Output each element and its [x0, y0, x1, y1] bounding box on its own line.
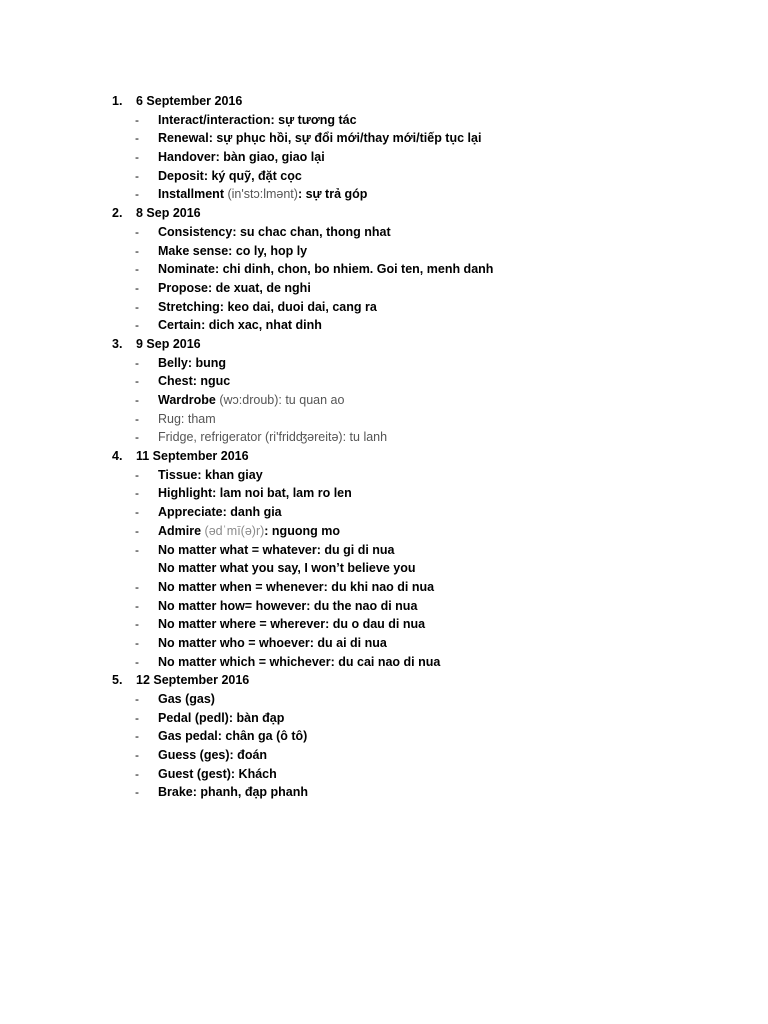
- section-header: [0, 671, 768, 690]
- vocab-term: Admire: [158, 523, 202, 538]
- vocab-entry: [158, 503, 282, 522]
- vocab-entry: [158, 148, 325, 167]
- bullet-dash: -: [135, 150, 139, 165]
- vocab-text: Deposit: ký quỹ, đặt cọc: [158, 168, 302, 183]
- list-item: [0, 111, 768, 130]
- list-item: [0, 559, 768, 578]
- list-item: [0, 634, 768, 653]
- vocab-text: No matter what you say, I won’t believe you: [158, 561, 416, 576]
- list-item: [0, 148, 768, 167]
- vocab-text: No matter who = whoever: du ai di nua: [158, 635, 387, 650]
- section-number: 1.: [112, 94, 123, 108]
- list-item: [0, 185, 768, 204]
- vocab-text: Certain: dich xac, nhat dinh: [158, 318, 322, 333]
- list-item: [0, 428, 768, 447]
- vocab-entry: [158, 783, 308, 802]
- vocab-text: No matter where = wherever: du o dau di nua: [158, 617, 426, 632]
- vocab-text: Appreciate: danh gia: [158, 505, 282, 520]
- vocab-entry: [158, 242, 307, 261]
- section-date-title: 8 Sep 2016: [136, 206, 201, 221]
- list-item: [0, 746, 768, 765]
- section-date-title: 9 Sep 2016: [136, 336, 201, 351]
- vocab-entry: [158, 185, 367, 204]
- list-item: [0, 615, 768, 634]
- vocab-entry: [158, 111, 357, 130]
- vocab-entry: [158, 167, 302, 186]
- vocab-term: Installment: [158, 187, 224, 202]
- vocab-entry: [158, 634, 387, 653]
- vocab-text: Rug: tham: [158, 411, 216, 426]
- bullet-dash: -: [135, 710, 139, 725]
- vocab-entry: [158, 354, 226, 373]
- vocab-entry: [158, 372, 230, 391]
- list-item: [0, 690, 768, 709]
- list-item: [0, 410, 768, 429]
- bullet-dash: -: [135, 467, 139, 482]
- bullet-dash: -: [135, 729, 139, 744]
- vocab-text: Consistency: su chac chan, thong nhat: [158, 224, 391, 239]
- pronunciation: (ədˈmī(ə)r): [201, 523, 265, 538]
- vocab-text: Tissue: khan giay: [158, 467, 263, 482]
- vocab-text: Handover: bàn giao, giao lại: [158, 150, 325, 165]
- bullet-dash: -: [135, 168, 139, 183]
- bullet-dash: -: [135, 393, 139, 407]
- vocab-text: No matter how= however: du the nao di nua: [158, 598, 418, 613]
- list-item: [0, 783, 768, 802]
- list-item: [0, 541, 768, 560]
- vocab-entry: [158, 653, 440, 672]
- list-item: [0, 316, 768, 335]
- vocab-text: Propose: de xuat, de nghi: [158, 280, 311, 295]
- vocab-text: Nominate: chi dinh, chon, bo nhiem. Goi ten, menh danh: [158, 262, 494, 277]
- section-date-title: 12 September 2016: [136, 673, 250, 688]
- vocab-entry: [158, 484, 352, 503]
- bullet-dash: -: [135, 523, 139, 538]
- pronunciation: (wɔ:droub): tu quan ao: [215, 393, 345, 407]
- list-item: [0, 765, 768, 784]
- vocab-text: No matter what = whatever: du gi di nua: [158, 542, 395, 557]
- vocab-entry: [158, 410, 216, 429]
- vocab-entry: [158, 279, 311, 298]
- vocabulary-list: [0, 92, 768, 802]
- bullet-dash: -: [135, 131, 139, 146]
- vocab-entry: [158, 223, 391, 242]
- section-date-title: 6 September 2016: [136, 94, 243, 108]
- vocab-text: No matter which = whichever: du cai nao di nua: [158, 654, 441, 669]
- vocab-term: Wardrobe: [158, 393, 216, 407]
- vocab-text: Belly: bung: [158, 355, 227, 370]
- vocab-entry: [158, 597, 417, 616]
- section-number: 3.: [112, 336, 123, 351]
- bullet-dash: -: [135, 785, 139, 800]
- vocab-entry: [158, 727, 307, 746]
- list-item: [0, 391, 768, 410]
- bullet-dash: -: [135, 486, 139, 501]
- bullet-dash: -: [135, 654, 139, 669]
- vocab-entry: [158, 746, 267, 765]
- bullet-dash: -: [135, 748, 139, 763]
- vocab-text: Chest: nguc: [158, 374, 231, 389]
- bullet-dash: -: [135, 262, 139, 277]
- vocab-meaning: : nguong mo: [264, 523, 340, 538]
- vocab-text: Gas pedal: chân ga (ô tô): [158, 729, 308, 744]
- vocab-text: Gas (gas): [158, 692, 215, 706]
- vocab-entry: [158, 298, 377, 317]
- list-item: [0, 484, 768, 503]
- list-item: [0, 522, 768, 541]
- vocab-entry: [158, 129, 481, 148]
- vocab-text: Make sense: co ly, hop ly: [158, 243, 308, 258]
- bullet-dash: -: [135, 355, 139, 370]
- pronunciation: (in'stɔ:lmənt): [224, 187, 298, 202]
- vocab-entry: [158, 522, 340, 541]
- vocab-entry: [158, 428, 387, 447]
- list-item: [0, 578, 768, 597]
- bullet-dash: -: [135, 318, 139, 333]
- vocab-text: Highlight: lam noi bat, lam ro len: [158, 486, 352, 501]
- bullet-dash: -: [135, 635, 139, 650]
- list-item: [0, 466, 768, 485]
- bullet-dash: -: [135, 374, 139, 389]
- list-item: [0, 709, 768, 728]
- list-item: [0, 260, 768, 279]
- bullet-dash: -: [135, 598, 139, 613]
- bullet-dash: -: [135, 579, 139, 594]
- list-item: [0, 129, 768, 148]
- vocab-entry: [158, 559, 415, 578]
- vocab-text: Guest (gest): Khách: [158, 766, 277, 781]
- section-header: [0, 447, 768, 466]
- vocab-entry: [158, 466, 263, 485]
- vocab-text: Stretching: keo dai, duoi dai, cang ra: [158, 299, 377, 314]
- bullet-dash: -: [135, 692, 139, 706]
- list-item: [0, 653, 768, 672]
- vocab-meaning: : sự trả góp: [297, 187, 368, 202]
- list-item: [0, 727, 768, 746]
- list-item: [0, 503, 768, 522]
- vocab-text: Guess (ges): đoán: [158, 748, 268, 763]
- bullet-dash: -: [135, 766, 139, 781]
- bullet-dash: -: [135, 280, 139, 295]
- vocab-entry: [158, 765, 277, 784]
- section-header: [0, 335, 768, 354]
- vocab-text: Pedal (pedl): bàn đạp: [158, 710, 285, 725]
- bullet-dash: -: [135, 187, 139, 202]
- vocab-entry: [158, 615, 425, 634]
- list-item: [0, 354, 768, 373]
- vocab-entry: [158, 690, 215, 709]
- bullet-dash: -: [135, 224, 139, 239]
- bullet-dash: -: [135, 617, 139, 632]
- vocab-entry: [158, 709, 284, 728]
- section-number: 4.: [112, 449, 123, 464]
- vocab-text: Interact/interaction: sự tương tác: [158, 112, 357, 127]
- bullet-dash: -: [135, 542, 139, 557]
- bullet-dash: -: [135, 299, 139, 314]
- vocab-text: Renewal: sự phục hồi, sự đổi mới/thay mới/tiếp tục lại: [158, 131, 482, 146]
- list-item: [0, 597, 768, 616]
- vocab-entry: [158, 391, 344, 410]
- vocab-text: Brake: phanh, đạp phanh: [158, 785, 309, 800]
- section-number: 2.: [112, 206, 123, 221]
- list-item: [0, 223, 768, 242]
- list-item: [0, 372, 768, 391]
- vocab-entry: [158, 316, 322, 335]
- bullet-dash: -: [135, 430, 139, 445]
- list-item: [0, 242, 768, 261]
- section-number: 5.: [112, 673, 123, 688]
- vocab-text: No matter when = whenever: du khi nao di nua: [158, 579, 435, 594]
- section-header: [0, 92, 768, 111]
- vocab-entry: [158, 578, 434, 597]
- list-item: [0, 298, 768, 317]
- section-header: [0, 204, 768, 223]
- vocab-entry: [158, 541, 395, 560]
- bullet-dash: -: [135, 411, 139, 426]
- bullet-dash: -: [135, 112, 139, 127]
- bullet-dash: -: [135, 505, 139, 520]
- list-item: [0, 167, 768, 186]
- list-item: [0, 279, 768, 298]
- vocab-entry: [158, 260, 493, 279]
- section-date-title: 11 September 2016: [136, 449, 249, 464]
- vocab-text: Fridge, refrigerator (ri'fridʤəreitə): tu lanh: [158, 430, 388, 445]
- bullet-dash: -: [135, 243, 139, 258]
